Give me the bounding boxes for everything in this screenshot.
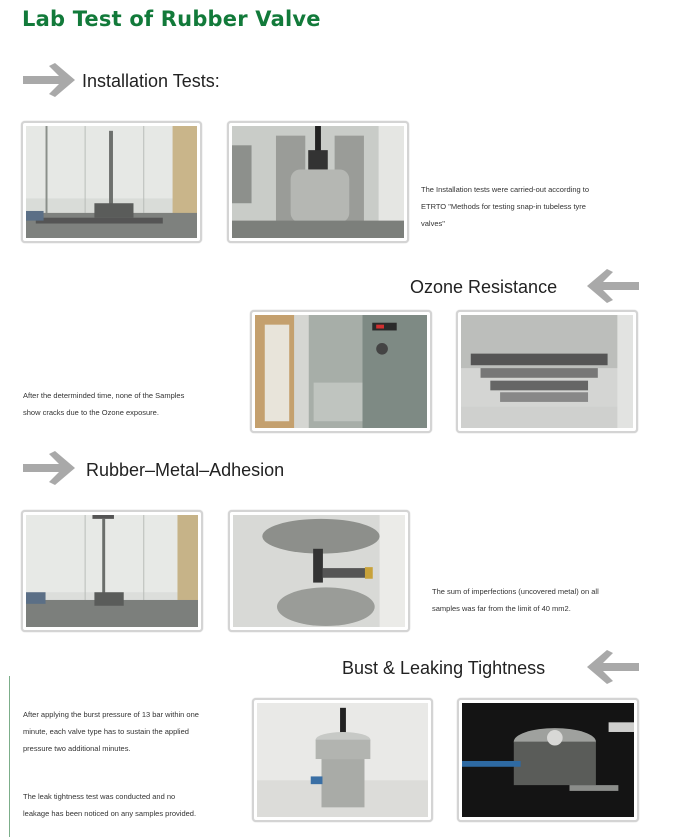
caption-line: ETRTO "Methods for testing snap-in tubeless tyre — [421, 202, 586, 211]
caption-line: After the determinded time, none of the Samples — [23, 391, 185, 400]
caption-line: show cracks due to the Ozone exposure. — [23, 408, 159, 417]
arrow-left-icon — [585, 268, 641, 304]
photo-ozone-samples — [456, 310, 638, 433]
caption-line: pressure two additional minutes. — [23, 744, 131, 753]
arrow-right-icon — [21, 62, 77, 98]
caption-line: minute, each valve type has to sustain the applied — [23, 727, 189, 736]
arrow-left-icon — [585, 649, 641, 685]
section-heading-installation: Installation Tests: — [82, 71, 220, 91]
caption-ozone — [23, 387, 253, 421]
caption-line: The Installation tests were carried-out according to — [421, 185, 589, 194]
caption-installation — [421, 181, 661, 232]
page-title: Lab Test of Rubber Valve — [22, 7, 321, 31]
section-heading-ozone: Ozone Resistance — [410, 277, 558, 297]
caption-line: The sum of imperfections (uncovered metal) on all — [432, 587, 599, 596]
caption-leak — [23, 788, 248, 822]
caption-line: After applying the burst pressure of 13 bar within one — [23, 710, 199, 719]
photo-leak-tank — [457, 698, 639, 822]
section-heading-adhesion: Rubber–Metal–Adhesion — [86, 460, 285, 480]
photo-adhesion-grip — [228, 510, 410, 632]
caption-line: leakage has been noticed on any samples provided. — [23, 809, 197, 818]
photo-burst-cylinder — [252, 698, 433, 822]
caption-burst — [23, 706, 248, 757]
caption-line: samples was far from the limit of 40 mm2. — [432, 604, 571, 613]
photo-installation-lab — [21, 121, 202, 243]
caption-line: The leak tightness test was conducted and no — [23, 792, 176, 801]
margin-rule — [9, 676, 10, 837]
photo-ozone-chamber — [250, 310, 432, 433]
photo-installation-fixture — [227, 121, 409, 243]
section-heading-burst: Bust & Leaking Tightness — [342, 658, 546, 678]
caption-adhesion — [432, 583, 672, 617]
caption-line: valves" — [421, 219, 445, 228]
arrow-right-icon — [21, 450, 77, 486]
photo-adhesion-lab — [21, 510, 203, 632]
